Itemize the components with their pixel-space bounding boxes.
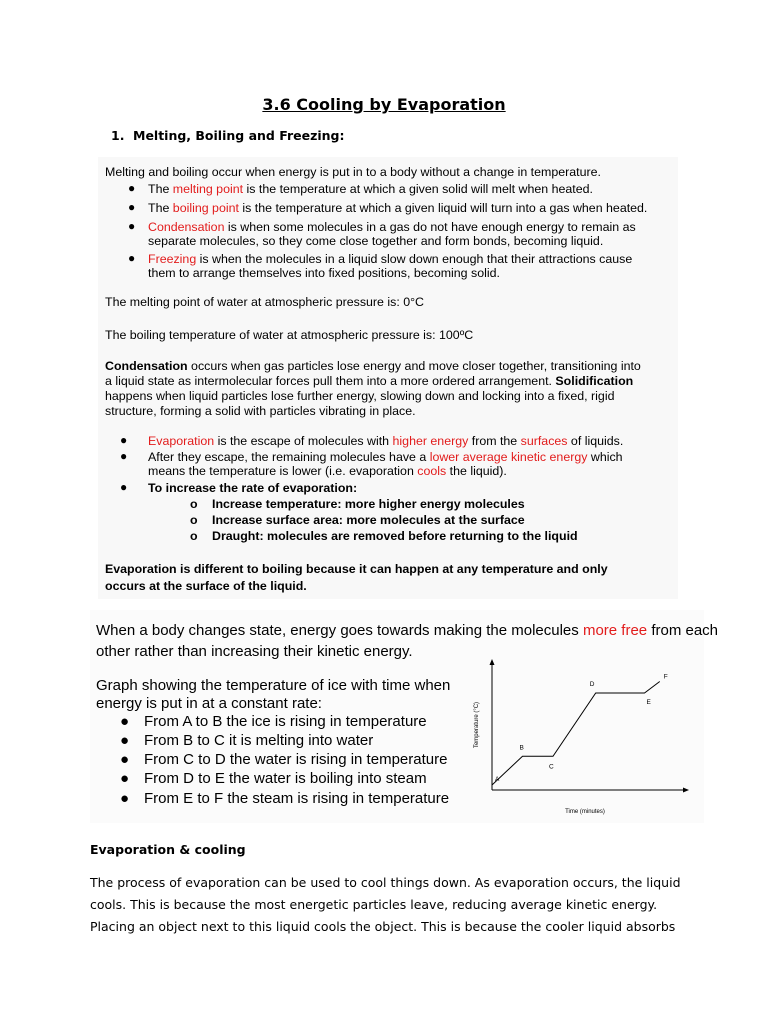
- condensation-para-line2: a liquid state as intermolecular forces pull them into a more ordered arrangement. Solidification: [105, 374, 634, 388]
- bullet-dot: ●: [120, 770, 130, 787]
- heating-curve-chart: [460, 655, 700, 820]
- graph-bullet: From C to D the water is rising in temperature: [144, 751, 448, 768]
- increase-item: Draught: molecules are removed before returning to the liquid: [212, 529, 578, 543]
- def-condensation: Condensation is when some molecules in a gas do not have enough energy to remain as: [148, 220, 636, 234]
- graph-bullet: From A to B the ice is rising in temperature: [144, 713, 427, 730]
- def-melting-point: The melting point is the temperature at which a given solid will melt when heated.: [148, 182, 593, 196]
- boiling-water-line: The boiling temperature of water at atmospheric pressure is: 100ºC: [105, 328, 474, 342]
- paragraph-line: Placing an object next to this liquid cools the object. This is because the cooler liquid absorbs: [90, 919, 676, 934]
- sub-bullet: o: [190, 497, 198, 511]
- notes-box: [98, 157, 678, 599]
- bullet-dot: ●: [120, 713, 130, 730]
- def-condensation-cont: separate molecules, so they come close together and form bonds, becoming liquid.: [148, 234, 604, 248]
- def-freezing: Freezing is when the molecules in a liquid slow down enough that their attractions cause: [148, 252, 633, 266]
- graph-bullet: From B to C it is melting into water: [144, 732, 374, 749]
- y-axis-arrow: [490, 659, 495, 665]
- chart-axes: [490, 659, 690, 793]
- graph-caption-line2: energy is put in at a constant rate:: [96, 695, 322, 712]
- after-escape-line2: means the temperature is lower (i.e. evaporation cools the liquid).: [148, 464, 507, 478]
- difference-line1: Evaporation is different to boiling because it can happen at any temperature and only: [105, 562, 608, 576]
- bullet-dot: ●: [128, 251, 136, 265]
- bullet-dot: ●: [120, 751, 130, 768]
- increase-rate-heading: To increase the rate of evaporation:: [148, 481, 358, 495]
- graph-caption-line1: Graph showing the temperature of ice with time when: [96, 677, 451, 694]
- increase-item: Increase temperature: more higher energy molecules: [212, 497, 525, 511]
- point-label: F: [663, 673, 668, 681]
- paragraph-line: The process of evaporation can be used to cool things down. As evaporation occurs, the liquid: [90, 875, 681, 890]
- point-label: D: [589, 681, 595, 688]
- section-heading-evaporation-cooling: Evaporation & cooling: [90, 842, 246, 857]
- section-number: 1.: [111, 128, 125, 143]
- series-line: [492, 682, 660, 786]
- state-change-box: [90, 610, 719, 823]
- melting-water-line: The melting point of water at atmospheric pressure is: 0°C: [105, 295, 424, 309]
- after-escape-line1: After they escape, the remaining molecules have a lower average kinetic energy which: [148, 450, 623, 464]
- point-label: B: [519, 744, 524, 752]
- x-axis-arrow: [683, 788, 689, 793]
- condensation-para-line1: Condensation occurs when gas particles lose energy and move closer together, transitioning into: [105, 359, 641, 373]
- point-label: A: [495, 776, 500, 783]
- def-freezing-cont: them to arrange themselves into fixed positions, becoming solid.: [148, 266, 500, 280]
- point-label: C: [549, 763, 554, 771]
- condensation-para-line3: happens when liquid particles lose further energy, slowing down and locking into a fixed, rigid: [105, 389, 615, 403]
- bullet-dot: ●: [128, 219, 136, 233]
- bullet-dot: ●: [128, 181, 136, 195]
- bullet-dot: ●: [120, 433, 128, 447]
- point-label: E: [646, 699, 651, 706]
- point-labels: [495, 674, 668, 784]
- bullet-dot: ●: [120, 732, 130, 749]
- bullet-dot: ●: [120, 480, 128, 494]
- bullet-dot: ●: [120, 790, 130, 807]
- sub-bullet: o: [190, 529, 198, 543]
- sub-bullet: o: [190, 513, 198, 527]
- evaporation-def: Evaporation is the escape of molecules with higher energy from the surfaces of liquids.: [148, 434, 624, 448]
- graph-bullet: From D to E the water is boiling into steam: [144, 770, 427, 787]
- x-axis-label: Time (minutes): [565, 809, 605, 815]
- state-change-line1: When a body changes state, energy goes towards making the molecules more free from each: [96, 622, 719, 639]
- bullet-dot: ●: [120, 449, 128, 463]
- page-title: 3.6 Cooling by Evaporation: [262, 95, 506, 114]
- state-change-line2: other rather than increasing their kinetic energy.: [96, 643, 413, 660]
- section-heading-melting: [111, 128, 344, 143]
- evaporation-cooling-paragraph: [90, 872, 690, 938]
- def-boiling-point: The boiling point is the temperature at which a given liquid will turn into a gas when heated.: [148, 201, 648, 215]
- paragraph-line: cools. This is because the most energetic particles leave, reducing average kinetic energy.: [90, 897, 658, 912]
- difference-line2: occurs at the surface of the liquid.: [105, 579, 307, 593]
- condensation-para-line4: structure, forming a solid with particles vibrating in place.: [105, 404, 416, 418]
- section-heading-text: Melting, Boiling and Freezing:: [133, 128, 345, 143]
- increase-item: Increase surface area: more molecules at the surface: [212, 513, 525, 527]
- bullet-dot: ●: [128, 200, 136, 214]
- intro-line: Melting and boiling occur when energy is put in to a body without a change in temperature.: [105, 165, 601, 179]
- y-axis-label: Temperature (°C): [474, 701, 480, 749]
- graph-bullet: From E to F the steam is rising in temperature: [144, 790, 450, 807]
